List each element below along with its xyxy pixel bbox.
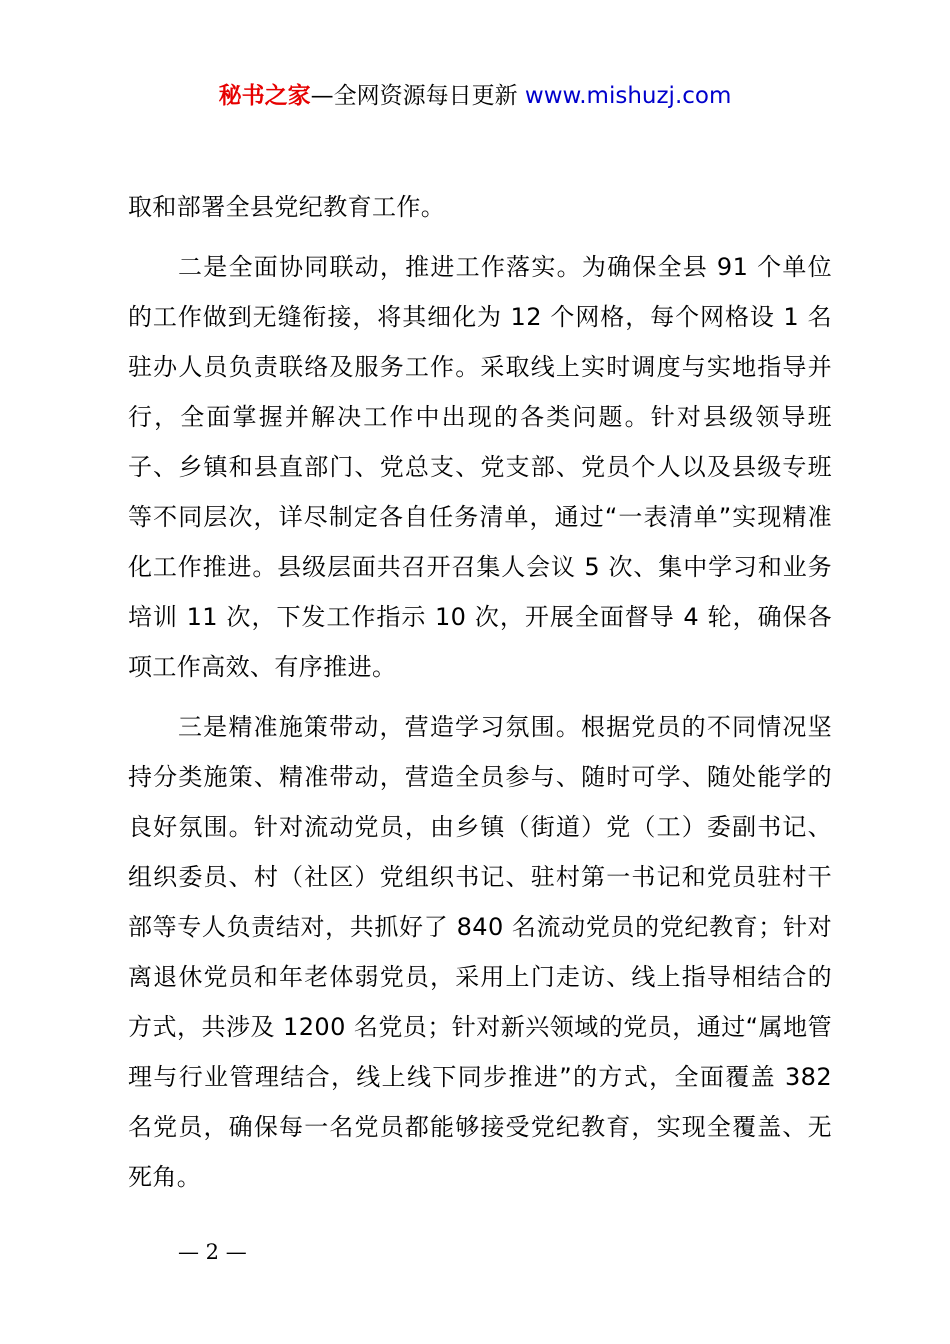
paragraph-continuation: 取和部署全县党纪教育工作。 bbox=[128, 193, 446, 221]
header-tagline: —全网资源每日更新 bbox=[310, 83, 518, 109]
site-url-link[interactable]: www.mishuzj.com bbox=[524, 83, 732, 109]
paragraph-targeted-measures: 三是精准施策带动，营造学习氛围。根据党员的不同情况坚持分类施策、精准带动，营造全员参与、随时可学、随处能学的良好氛围。针对流动党员，由乡镇（街道）党（工）委副书记、组织委员、村（社区）党组织书记、驻村第一书记和党员驻村干部等专人负责结对，共抓好了 840 名流动党员的党纪教育；针对离退休党员和年老体弱党员，采用上门走访、线上指导相结合的方式，共涉及 1200 名党员；针对新兴领域的党员，通过“属地管理与行业管理结合，线上线下同步推进”的方式，全面覆盖 382 名党员，确保每一名党员都能够接受党纪教育，实现全覆盖、无死角。 bbox=[128, 713, 832, 1191]
paragraph-coordination: 二是全面协同联动，推进工作落实。为确保全县 91 个单位的工作做到无缝衔接，将其细化为 12 个网格，每个网格设 1 名驻办人员负责联络及服务工作。采取线上实时调度与实地指导并行，全面掌握并解决工作中出现的各类问题。针对县级领导班子、乡镇和县直部门、党总支、党支部、党员个人以及县级专班等不同层次，详尽制定各自任务清单，通过“一表清单”实现精准化工作推进。县级层面共召开召集人会议 5 次、集中学习和业务培训 11 次，下发工作指示 10 次，开展全面督导 4 轮，确保各项工作高效、有序推进。 bbox=[128, 253, 832, 681]
site-header bbox=[0, 80, 950, 112]
document-body bbox=[128, 182, 832, 1212]
brand-name: 秘书之家 bbox=[218, 83, 311, 109]
page-number: — 2 — bbox=[178, 1240, 247, 1264]
